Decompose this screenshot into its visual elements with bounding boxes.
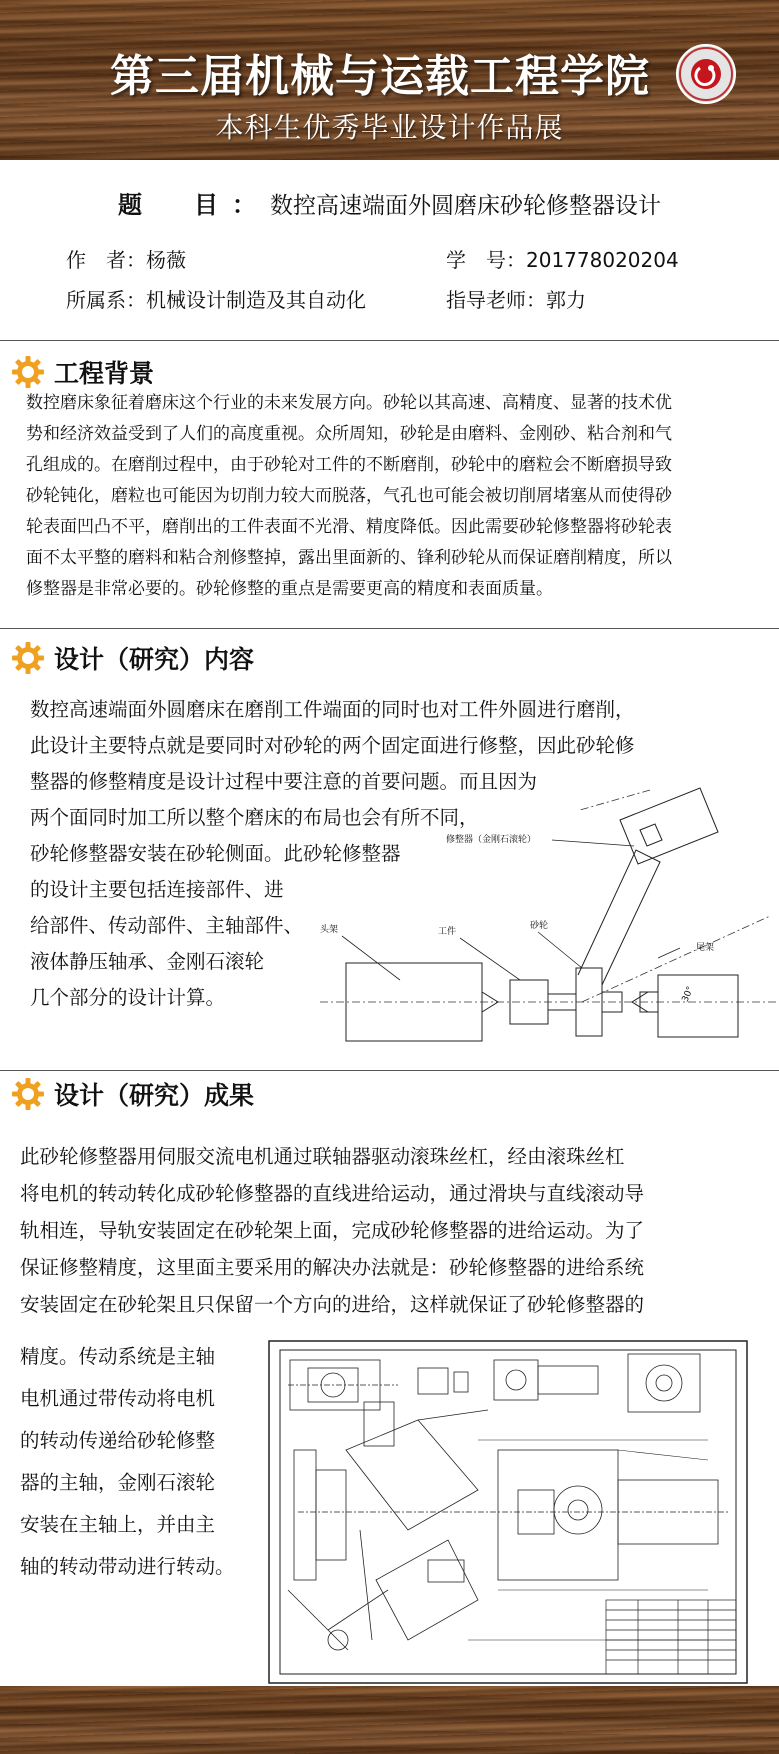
- section-results-title: 设计（研究）成果: [54, 1081, 255, 1110]
- department-row: [66, 284, 366, 313]
- text-line: 整器的修整精度是设计过程中要注意的首要问题。而且因为: [30, 770, 538, 793]
- author-row: [66, 244, 186, 273]
- text-line: 安装固定在砂轮架且只保留一个方向的进给，这样就保证了砂轮修整器的: [20, 1293, 645, 1316]
- advisor-label: 指导老师：: [446, 288, 546, 312]
- author-label: 作 者：: [66, 248, 146, 272]
- background-paragraph: [26, 388, 672, 605]
- student-id-value: 201778020204: [526, 248, 679, 272]
- divider: [0, 1070, 779, 1071]
- text-line: 轮表面凹凸不平，磨削出的工件表面不光滑、精度降低。因此需要砂轮修整器将砂轮表: [26, 517, 672, 537]
- author-value: 杨薇: [146, 248, 186, 272]
- advisor-value: 郭力: [546, 288, 586, 312]
- wheel-label: 砂轮: [530, 921, 549, 931]
- text-line: 的转动传递给砂轮修整: [20, 1429, 216, 1452]
- exhibition-subtitle: 本科生优秀毕业设计作品展: [215, 111, 564, 144]
- department-value: 机械设计制造及其自动化: [146, 288, 366, 312]
- advisor-row: [446, 284, 586, 313]
- topic-value: 数控高速端面外圆磨床砂轮修整器设计: [270, 193, 661, 219]
- gear-icon: [10, 640, 46, 676]
- student-id-row: [446, 244, 679, 273]
- divider: [0, 340, 779, 341]
- text-line: 修整器是非常必要的。砂轮修整的重点是需要更高的精度和表面质量。: [26, 579, 553, 599]
- text-line: 孔组成的。在磨削过程中，由于砂轮对工件的不断磨削，砂轮中的磨粒会不断磨损导致: [26, 455, 672, 475]
- text-line: 此砂轮修整器用伺服交流电机通过联轴器驱动滚珠丝杠，经由滚珠丝杠: [20, 1145, 625, 1168]
- text-line: 器的主轴，金刚石滚轮: [20, 1471, 216, 1494]
- text-line: 势和经济效益受到了人们的高度重视。众所周知，砂轮是由磨料、金刚砂、粘合剂和气: [26, 424, 672, 444]
- divider: [0, 628, 779, 629]
- text-line: 数控高速端面外圆磨床在磨削工件端面的同时也对工件外圆进行磨削，: [30, 698, 635, 721]
- text-line: 轨相连，导轨安装固定在砂轮架上面，完成砂轮修整器的进给运动。为了: [20, 1219, 645, 1242]
- text-line: 砂轮钝化，磨粒也可能因为切削力较大而脱落，气孔也可能会被切削屑堵塞从而使得砂: [26, 486, 672, 506]
- dresser-label: 修整器（金刚石滚轮）: [446, 835, 537, 845]
- text-line: 两个面同时加工所以整个磨床的布局也会有所不同，: [30, 806, 479, 829]
- text-line: 数控磨床象征着磨床这个行业的未来发展方向。砂轮以其高速、高精度、显著的技术优: [26, 393, 672, 413]
- text-line: 保证修整精度，这里面主要采用的解决办法就是：砂轮修整器的进给系统: [20, 1256, 645, 1279]
- workpiece-label: 工件: [438, 927, 457, 937]
- section-background-header: [10, 352, 154, 392]
- topic-row: [0, 185, 779, 220]
- text-line: 精度。传动系统是主轴: [20, 1345, 216, 1368]
- text-line: 此设计主要特点就是要同时对砂轮的两个固定面进行修整，因此砂轮修: [30, 734, 635, 757]
- results-paragraph: [20, 1138, 644, 1323]
- text-line: 液体静压轴承、金刚石滚轮: [30, 950, 265, 973]
- section-results-header: [10, 1074, 254, 1114]
- tailstock-label: 尾架: [696, 943, 715, 953]
- footer-banner: [0, 1686, 779, 1754]
- text-line: 几个部分的设计计算。: [30, 986, 226, 1009]
- topic-label: 题 目：: [118, 191, 270, 219]
- text-line: 面不太平整的磨料和粘合剂修整掉，露出里面新的、锋利砂轮从而保证磨削精度，所以: [26, 548, 672, 568]
- text-line: 电机通过带传动将电机: [20, 1387, 216, 1410]
- department-label: 所属系：: [66, 288, 146, 312]
- section-content-header: [10, 638, 254, 678]
- gear-icon: [10, 354, 46, 390]
- exhibition-title: 第三届机械与运载工程学院: [110, 51, 650, 102]
- school-logo-icon: [676, 44, 736, 104]
- text-line: 的设计主要包括连接部件、进: [30, 878, 284, 901]
- text-line: 砂轮修整器安装在砂轮侧面。此砂轮修整器: [30, 842, 401, 865]
- header-banner: [0, 0, 779, 160]
- results-paragraph-narrow: [20, 1336, 235, 1588]
- grinder-layout-diagram: [320, 780, 779, 1062]
- text-line: 给部件、传动部件、主轴部件、: [30, 914, 304, 937]
- section-background-title: 工程背景: [54, 359, 155, 388]
- text-line: 将电机的转动转化成砂轮修整器的直线进给运动，通过滑块与直线滚动导: [20, 1182, 645, 1205]
- angle-label: 30°: [680, 985, 696, 1004]
- gear-icon: [10, 1076, 46, 1112]
- text-line: 轴的转动带动进行转动。: [20, 1555, 235, 1578]
- student-id-label: 学 号：: [446, 248, 526, 272]
- headstock-label: 头架: [320, 925, 339, 935]
- assembly-drawing: [268, 1340, 748, 1684]
- text-line: 安装在主轴上，并由主: [20, 1513, 216, 1536]
- section-content-title: 设计（研究）内容: [54, 645, 255, 674]
